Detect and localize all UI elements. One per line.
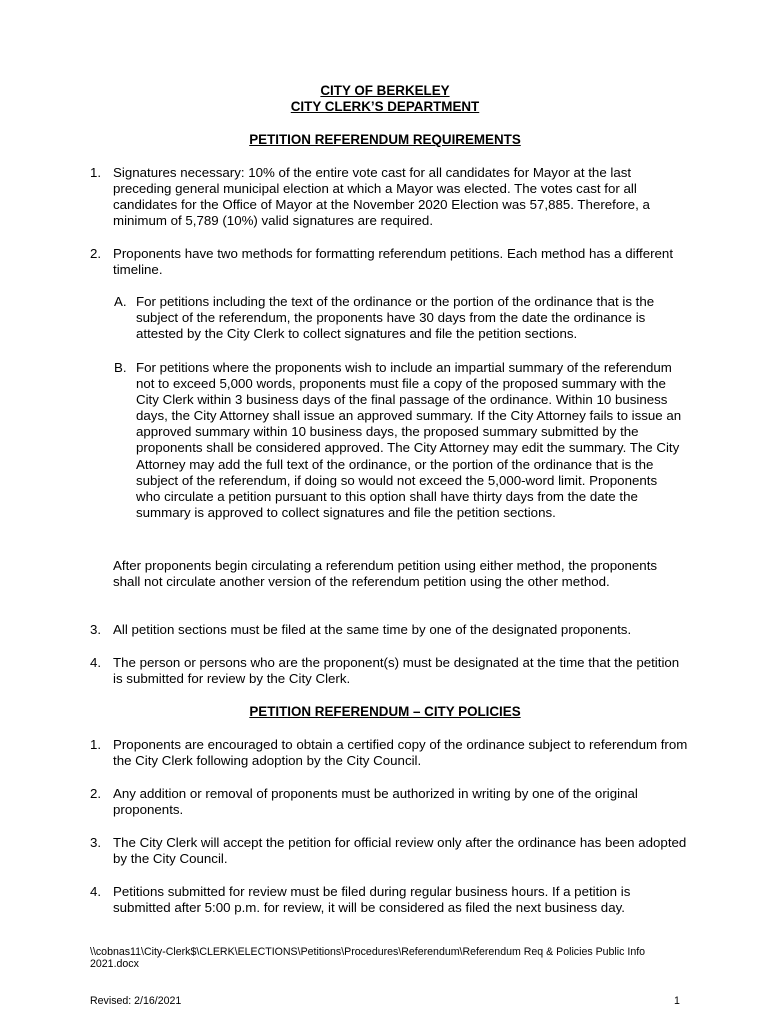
department-title: CITY CLERK’S DEPARTMENT — [290, 99, 480, 114]
requirement-item-2 — [90, 246, 690, 278]
list-text: The person or persons who are the proponent(s) must be designated at the time that the petition is submitted for review by the City Clerk. — [113, 655, 680, 687]
method-item-a — [114, 294, 682, 342]
list-number: 1. — [90, 737, 102, 752]
list-text: Any addition or removal of proponents must be authorized in writing by one of the original proponents. — [113, 786, 638, 818]
list-number: 2. — [90, 786, 102, 801]
method-item-b — [114, 360, 682, 521]
page-number: 1 — [674, 995, 680, 1007]
footer-revised-date: Revised: 2/16/2021 — [90, 995, 182, 1007]
section-title-requirements: PETITION REFERENDUM REQUIREMENTS — [249, 132, 521, 147]
list-text: Proponents are encouraged to obtain a certified copy of the ordinance subject to referendum from the City Clerk following adoption by the City Council. — [113, 737, 688, 769]
list-number: 3. — [90, 622, 102, 637]
list-letter: B. — [114, 360, 127, 375]
policy-item-4 — [90, 884, 690, 916]
list-text: Proponents have two methods for formatting referendum petitions. Each method has a different timeline. — [113, 246, 674, 278]
list-number: 3. — [90, 835, 102, 850]
list-letter: A. — [114, 294, 127, 309]
list-text: Signatures necessary: 10% of the entire vote cast for all candidates for Mayor at the last preceding general municipal election at which a Mayor was elected. The votes cast for all candidates for the Office of Mayor at the November 2020 Election was 57,885. Therefore, a minimum of 5,789 (10%) valid signatures are required. — [113, 165, 650, 229]
list-text: The City Clerk will accept the petition for official review only after the ordinance has been adopted by the City Council. — [113, 835, 687, 867]
list-text: All petition sections must be filed at the same time by one of the designated proponents. — [113, 622, 632, 637]
list-text: Petitions submitted for review must be filed during regular business hours. If a petition is submitted after 5:00 p.m. for review, it will be considered as filed the next business day. — [113, 884, 631, 916]
list-text: For petitions including the text of the ordinance or the portion of the ordinance that is the subject of the referendum, the proponents have 30 days from the date the ordinance is attested by the City Clerk to collect signatures and file the petition sections. — [136, 294, 655, 342]
section-title-policies: PETITION REFERENDUM – CITY POLICIES — [249, 704, 521, 719]
policy-item-3 — [90, 835, 690, 867]
list-number: 4. — [90, 655, 102, 670]
org-title: CITY OF BERKELEY — [320, 83, 450, 98]
requirement-item-1 — [90, 165, 690, 229]
list-number: 4. — [90, 884, 102, 899]
list-text: For petitions where the proponents wish to include an impartial summary of the referendum not to exceed 5,000 words, proponents must file a copy of the proposed summary with the City Clerk within 3 business days of the final passage of the ordinance. Within 10 business days, the City Attorney shall issue an approved summary. If the City Attorney fails to issue an approved summary within 10 business days, the proposed summary submitted by the proponents shall be considered approved. The City Attorney may edit the summary. The City Attorney may add the full text of the ordinance, or the portion of the ordinance that is the subject of the referendum, if doing so would not exceed the 5,000-word limit. Proponents who circulate a petition pursuant to this option shall have thirty days from the date the summary is approved to collect signatures and file the petition sections. — [136, 360, 682, 520]
policy-item-1 — [90, 737, 690, 769]
methods-note: After proponents begin circulating a referendum petition using either method, the proponents shall not circulate another version of the referendum petition using the other method. — [113, 558, 658, 590]
list-number: 2. — [90, 246, 102, 261]
requirement-item-3 — [90, 622, 690, 638]
footer-file-path: \\cobnas11\City-Clerk$\CLERK\ELECTIONS\Petitions\Procedures\Referendum\Referendum Req & Policies Public Info 2021.docx — [90, 946, 646, 971]
policy-item-2 — [90, 786, 690, 818]
list-number: 1. — [90, 165, 102, 180]
requirement-item-4 — [90, 655, 690, 687]
